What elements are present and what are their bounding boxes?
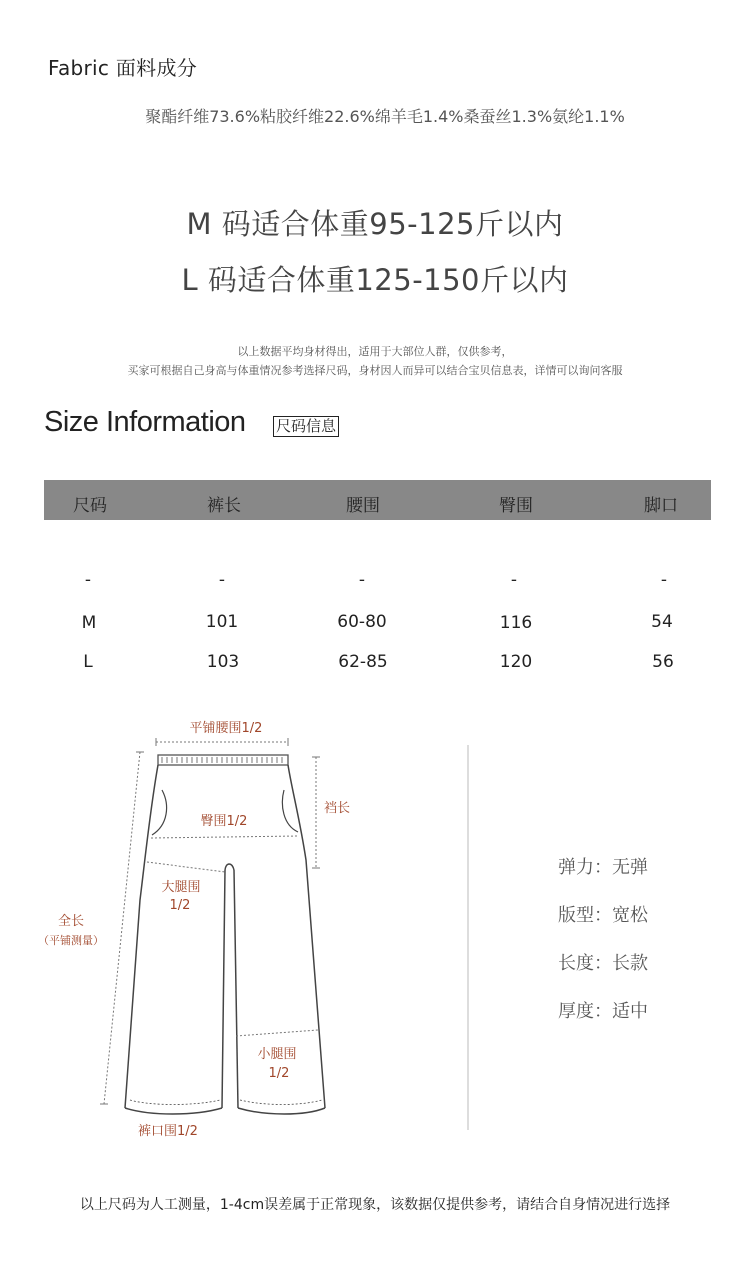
attr-label: 厚度：	[558, 1001, 612, 1022]
attr-value: 宽松	[612, 905, 648, 926]
fit-m: M 码适合体重95-125斤以内	[186, 207, 564, 241]
header-length: 裤长	[207, 496, 241, 516]
table-cell: 120	[499, 652, 533, 672]
attr-elasticity	[558, 853, 648, 879]
note-line-1: 以上数据平均身材得出，适用于大部位人群，仅供参考，	[237, 345, 513, 358]
header-hem: 脚口	[644, 496, 678, 516]
label-length-2: （平铺测量）	[38, 934, 104, 947]
waist-measure-line	[156, 738, 288, 746]
table-cell: 56	[652, 652, 674, 672]
table-cell: -	[84, 570, 92, 590]
fabric-composition: 聚酯纤维73.6%粘胶纤维22.6%绵羊毛1.4%桑蚕丝1.3%氨纶1.1%	[145, 107, 625, 126]
table-cell: -	[510, 570, 518, 590]
fabric-title: Fabric 面料成分	[48, 56, 198, 80]
waistband	[158, 755, 288, 765]
attr-length	[558, 949, 648, 975]
label-hem: 裤口围1/2	[138, 1124, 198, 1139]
attr-value: 适中	[612, 1001, 648, 1022]
hip-measure-line	[151, 836, 298, 838]
attr-thickness	[558, 997, 648, 1023]
table-cell: -	[218, 570, 226, 590]
label-calf-2: 1/2	[268, 1066, 290, 1081]
pants-diagram	[0, 700, 470, 1160]
table-cell: 103	[206, 652, 240, 672]
label-hip: 臀围1/2	[200, 814, 248, 829]
table-cell: 101	[205, 612, 239, 632]
attr-value: 无弹	[612, 857, 648, 878]
footer-note: 以上尺码为人工测量，1-4cm误差属于正常现象，该数据仅提供参考，请结合自身情况进行选择	[79, 1197, 671, 1213]
label-length-1: 全长	[57, 914, 85, 929]
size-info-subtitle: 尺码信息	[273, 416, 339, 437]
header-size: 尺码	[73, 496, 107, 516]
attr-fit	[558, 901, 648, 927]
table-cell: 60-80	[337, 612, 387, 632]
attr-label: 版型：	[558, 905, 612, 926]
table-cell: -	[660, 570, 668, 590]
table-cell: 116	[499, 613, 533, 633]
fit-l: L 码适合体重125-150斤以内	[181, 263, 569, 297]
rise-measure-line	[312, 757, 320, 868]
label-calf-1: 小腿围	[257, 1047, 297, 1062]
attr-label: 长度：	[558, 953, 612, 974]
table-cell: -	[358, 570, 366, 590]
table-cell: L	[83, 652, 93, 672]
attr-value: 长款	[612, 953, 648, 974]
label-waist: 平铺腰围1/2	[189, 721, 263, 736]
label-thigh-2: 1/2	[169, 898, 191, 913]
label-rise: 裆长	[324, 801, 351, 816]
attr-label: 弹力：	[558, 857, 612, 878]
size-info-title: Size Information	[44, 406, 246, 438]
note-line-2: 买家可根据自己身高与体重情况参考选择尺码，身材因人而异可以结合宝贝信息表，详情可以询问客服	[127, 364, 623, 377]
calf-measure-line	[236, 1030, 318, 1036]
thigh-measure-line	[147, 862, 225, 872]
label-thigh-1: 大腿围	[161, 880, 201, 895]
header-hip: 臀围	[499, 496, 533, 516]
header-waist: 腰围	[346, 496, 380, 516]
table-cell: 54	[651, 612, 673, 632]
table-cell: 62-85	[338, 652, 388, 672]
table-cell: M	[81, 613, 97, 633]
